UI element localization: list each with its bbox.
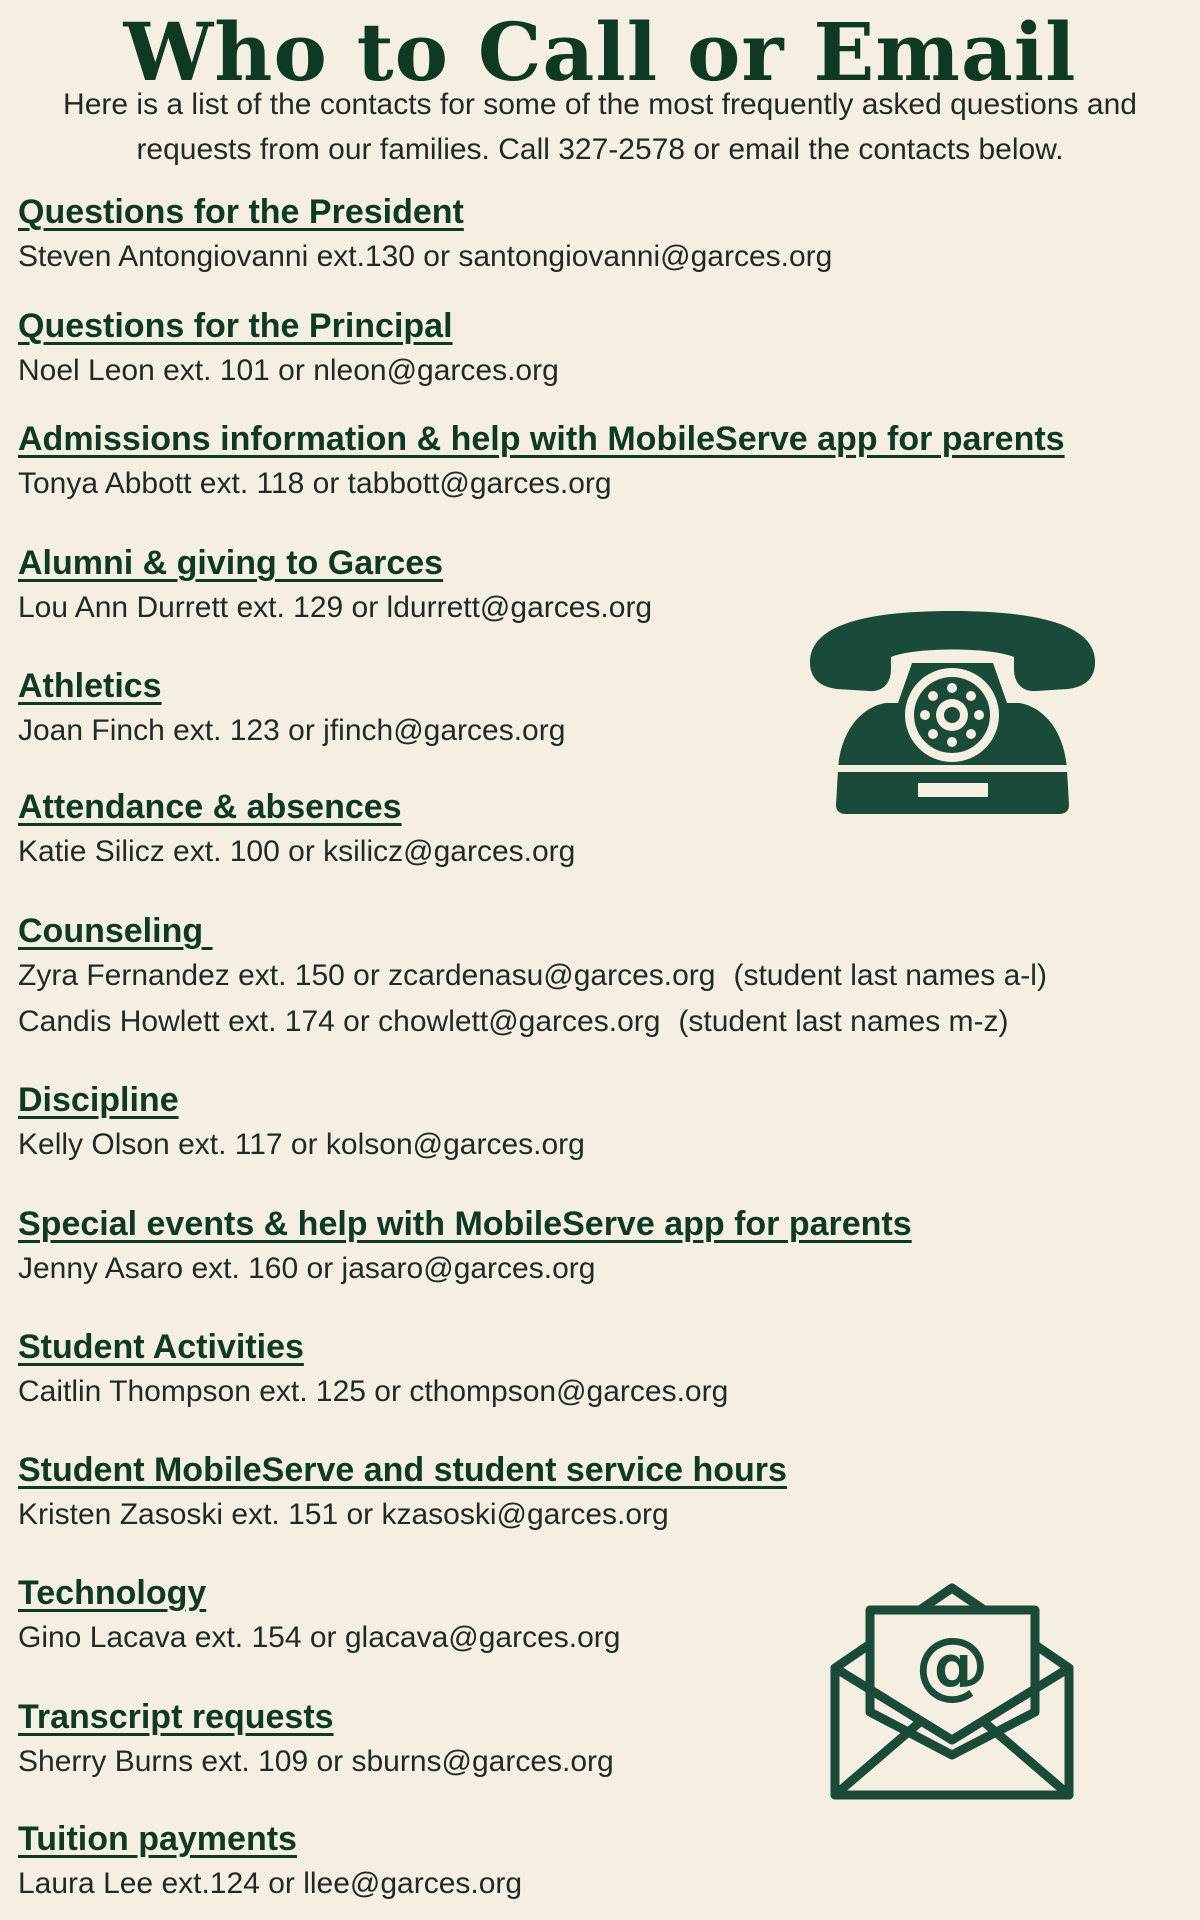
section-heading: Student MobileServe and student service hours	[18, 1451, 787, 1489]
section-heading: Transcript requests	[18, 1698, 334, 1736]
contact-line: Noel Leon ext. 101 or nleon@garces.org	[18, 354, 559, 387]
svg-text:@: @	[915, 1622, 989, 1708]
contact-line: Sherry Burns ext. 109 or sburns@garces.org	[18, 1745, 614, 1778]
intro-text: Here is a list of the contacts for some of the most frequently asked questions and requests from our families. Call 327-2578 or email the contacts below.	[63, 88, 1137, 166]
contact-line: Kristen Zasoski ext. 151 or kzasoski@garces.org	[18, 1498, 669, 1531]
section-heading: Athletics	[18, 667, 162, 705]
contact-line: Lou Ann Durrett ext. 129 or ldurrett@garces.org	[18, 591, 653, 624]
section-tuition	[18, 1817, 1188, 1907]
section-president	[18, 190, 1188, 280]
section-principal	[18, 304, 1188, 394]
page-title: Who to Call or Email	[123, 5, 1077, 99]
section-counseling	[18, 909, 1188, 1045]
section-heading: Tuition payments	[18, 1820, 297, 1858]
section-heading: Student Activities	[18, 1328, 304, 1366]
section-discipline	[18, 1078, 1188, 1168]
section-heading: Admissions information & help with MobileServe app for parents	[18, 420, 1065, 458]
contact-line: Gino Lacava ext. 154 or glacava@garces.org	[18, 1621, 621, 1654]
contact-text: Zyra Fernandez ext. 150 or zcardenasu@garces.org	[18, 959, 716, 992]
section-heading: Counseling	[18, 912, 213, 950]
rotary-telephone-icon	[800, 605, 1105, 815]
section-heading: Alumni & giving to Garces	[18, 544, 444, 582]
contact-line	[18, 953, 1188, 999]
contact-note: (student last names a-l)	[733, 959, 1047, 992]
contact-line: Steven Antongiovanni ext.130 or santongiovanni@garces.org	[18, 240, 833, 273]
contact-line: Kelly Olson ext. 117 or kolson@garces.org	[18, 1128, 585, 1161]
section-heading: Questions for the Principal	[18, 307, 453, 345]
contact-line	[18, 999, 1188, 1045]
section-heading: Attendance & absences	[18, 788, 402, 826]
contact-line: Jenny Asaro ext. 160 or jasaro@garces.org	[18, 1252, 596, 1285]
section-heading: Questions for the President	[18, 193, 464, 231]
contact-line: Laura Lee ext.124 or llee@garces.org	[18, 1867, 523, 1900]
section-student-activities	[18, 1325, 1188, 1415]
section-admissions	[18, 417, 1188, 507]
envelope-at-icon	[825, 1580, 1080, 1805]
contact-line: Caitlin Thompson ext. 125 or cthompson@garces.org	[18, 1375, 729, 1408]
section-heading: Technology	[18, 1574, 207, 1612]
section-mobileserve	[18, 1448, 1188, 1538]
section-heading: Discipline	[18, 1081, 179, 1119]
contact-text: Candis Howlett ext. 174 or chowlett@garces.org	[18, 1005, 661, 1038]
section-special-events	[18, 1202, 1188, 1292]
contact-line: Katie Silicz ext. 100 or ksilicz@garces.org	[18, 835, 576, 868]
contact-note: (student last names m-z)	[678, 1005, 1009, 1038]
contact-line: Joan Finch ext. 123 or jfinch@garces.org	[18, 714, 566, 747]
contact-line: Tonya Abbott ext. 118 or tabbott@garces.org	[18, 467, 612, 500]
section-heading: Special events & help with MobileServe app for parents	[18, 1205, 912, 1243]
